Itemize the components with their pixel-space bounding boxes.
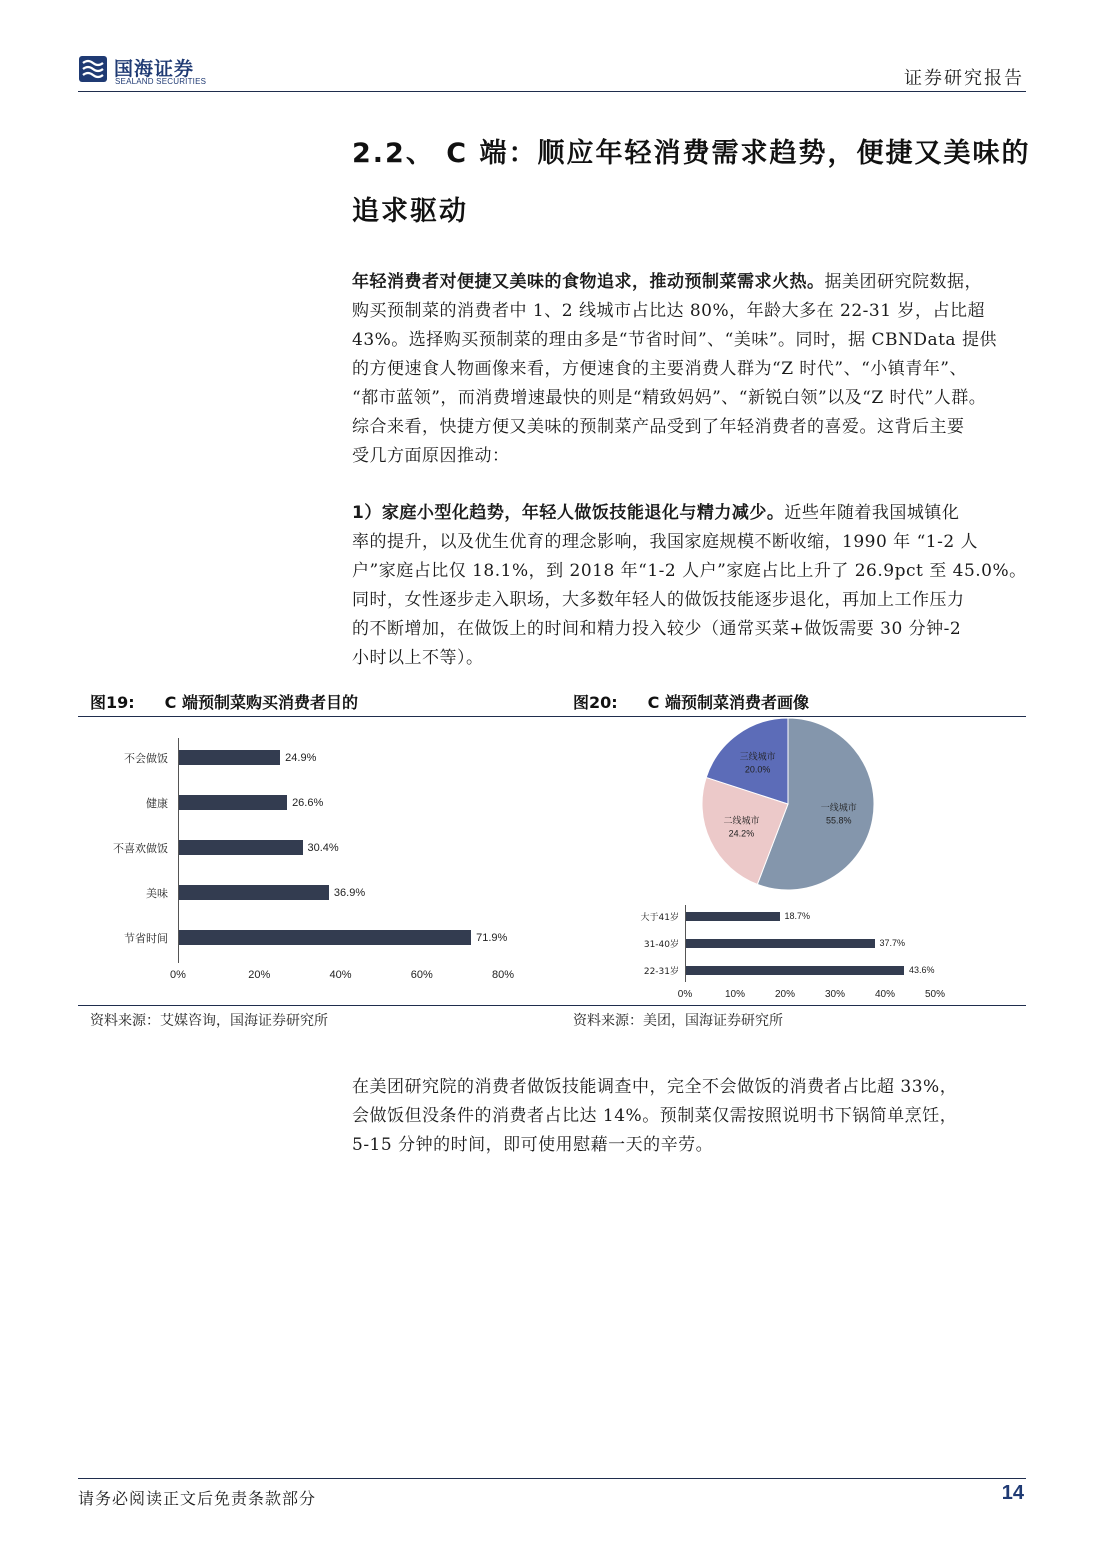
paragraph-line: 年轻消费者对便捷又美味的食物追求，推动预制菜需求火热。据美团研究院数据， — [352, 272, 982, 292]
bar — [686, 966, 904, 975]
value-label: 36.9% — [333, 887, 366, 899]
figure-bottom-rule — [78, 1005, 1026, 1006]
header-rule — [78, 91, 1026, 92]
paragraph-line: 综合来看，快捷方便又美味的预制菜产品受到了年轻消费者的喜爱。这背后主要 — [352, 417, 965, 437]
value-label: 71.9% — [476, 932, 508, 944]
category-label: 节省时间 — [124, 932, 168, 945]
x-tick-label: 20% — [774, 989, 795, 1000]
paragraph-1 — [352, 268, 1032, 471]
fig20-age-chart — [570, 900, 1030, 1005]
x-tick-label: 50% — [924, 989, 945, 1000]
paragraph-lead: 1）家庭小型化趋势，年轻人做饭技能退化与精力减少。 — [352, 503, 785, 523]
bar — [179, 885, 329, 900]
category-label: 不会做饭 — [124, 752, 168, 765]
company-logo — [78, 52, 228, 88]
section-heading-line1: 2.2、 C 端：顺应年轻消费需求趋势，便捷又美味的 — [352, 138, 1031, 169]
paragraph-3 — [352, 1073, 1032, 1160]
x-tick-label: 60% — [410, 969, 433, 981]
bar — [179, 750, 280, 765]
bar — [179, 795, 287, 810]
x-tick-label: 40% — [874, 989, 895, 1000]
bar — [179, 840, 303, 855]
paragraph-line: 会做饭但没条件的消费者占比达 14%。预制菜仅需按照说明书下锅简单烹饪， — [352, 1106, 958, 1126]
sealand-logo-icon — [78, 54, 108, 84]
fig19-chart — [78, 720, 538, 1005]
category-label: 大于41岁 — [640, 913, 679, 923]
paragraph-line: “都市蓝领”，而消费增速最快的则是“精致妈妈”、“新锐白领”以及“Z 时代”人群。 — [352, 388, 987, 408]
x-tick-label: 30% — [824, 989, 845, 1000]
x-tick-label: 20% — [248, 969, 271, 981]
pie-slice-label: 二线城市 — [723, 816, 760, 827]
x-tick-label: 10% — [724, 989, 745, 1000]
value-label: 26.6% — [292, 797, 324, 809]
logo-text-cn: 国海证券 — [114, 58, 195, 80]
page-number: 14 — [1001, 1482, 1024, 1504]
category-label: 不喜欢做饭 — [113, 842, 168, 855]
footer-rule — [78, 1478, 1026, 1479]
paragraph-lead: 年轻消费者对便捷又美味的食物追求，推动预制菜需求火热。 — [352, 272, 825, 292]
fig20-source: 资料来源：美团，国海证券研究所 — [573, 1013, 783, 1029]
value-label: 18.7% — [784, 911, 811, 921]
paragraph-line: 受几方面原因推动： — [352, 446, 510, 466]
value-label: 30.4% — [307, 842, 339, 854]
paragraph-line: 的方便速食人物画像来看，方便速食的主要消费人群为“Z 时代”、“小镇青年”、 — [352, 359, 967, 379]
paragraph-2 — [352, 499, 1032, 673]
fig20-title: 图20: C 端预制菜消费者画像 — [573, 693, 809, 712]
value-label: 24.9% — [285, 752, 317, 764]
paragraph-line: 5-15 分钟的时间，即可使用慰藉一天的辛劳。 — [352, 1135, 714, 1155]
bar — [686, 939, 875, 948]
fig19-title: 图19: C 端预制菜购买消费者目的 — [90, 693, 358, 712]
paragraph-line: 在美团研究院的消费者做饭技能调查中，完全不会做饭的消费者占比超 33%， — [352, 1077, 958, 1097]
footer-disclaimer: 请务必阅读正文后免责条款部分 — [78, 1489, 317, 1508]
pie-slice-label: 三线城市 — [739, 752, 776, 763]
category-label: 22-31岁 — [643, 967, 679, 977]
report-type: 证券研究报告 — [904, 68, 1024, 89]
paragraph-line: 同时，女性逐步走入职场，大多数年轻人的做饭技能逐步退化，再加上工作压力 — [352, 590, 965, 610]
pie-svg — [690, 712, 890, 897]
paragraph-line: 的不断增加，在做饭上的时间和精力投入较少（通常买菜+做饭需要 30 分钟-2 — [352, 619, 962, 639]
pie-value-label: 20.0% — [744, 764, 771, 775]
pie-value-label: 55.8% — [825, 815, 852, 826]
value-label: 43.6% — [909, 965, 935, 975]
x-tick-label: 40% — [329, 969, 352, 981]
category-label: 31-40岁 — [643, 940, 679, 950]
paragraph-line: 户”家庭占比仅 18.1%，到 2018 年“1-2 人户”家庭占比上升了 26.9pct 至 45.0%。 — [352, 561, 1027, 581]
pie-slice-label: 一线城市 — [820, 803, 857, 814]
bar — [686, 912, 780, 921]
logo-text-en: SEALAND SECURITIES — [115, 77, 207, 86]
paragraph-line: 购买预制菜的消费者中 1、2 线城市占比达 80%，年龄大多在 22-31 岁，占比超 — [352, 301, 985, 321]
paragraph-line: 43%。选择购买预制菜的理由多是“节省时间”、“美味”。同时，据 CBNData 提供 — [352, 330, 997, 350]
category-label: 健康 — [146, 797, 168, 810]
paragraph-line: 1）家庭小型化趋势，年轻人做饭技能退化与精力减少。近些年随着我国城镇化 — [352, 503, 960, 523]
section-heading-line2: 追求驱动 — [352, 196, 468, 227]
pie-value-label: 24.2% — [728, 828, 755, 839]
x-tick-label: 0% — [677, 989, 693, 1000]
bar — [179, 930, 471, 945]
paragraph-line: 小时以上不等）。 — [352, 648, 484, 668]
x-tick-label: 80% — [491, 969, 515, 981]
fig19-source: 资料来源：艾媒咨询，国海证券研究所 — [90, 1013, 328, 1029]
fig20-pie-chart — [690, 712, 890, 897]
paragraph-line: 率的提升，以及优生优育的理念影响，我国家庭规模不断收缩，1990 年 “1-2 人 — [352, 532, 979, 552]
category-label: 美味 — [146, 887, 168, 900]
value-label: 37.7% — [879, 938, 906, 948]
x-tick-label: 0% — [170, 969, 186, 981]
